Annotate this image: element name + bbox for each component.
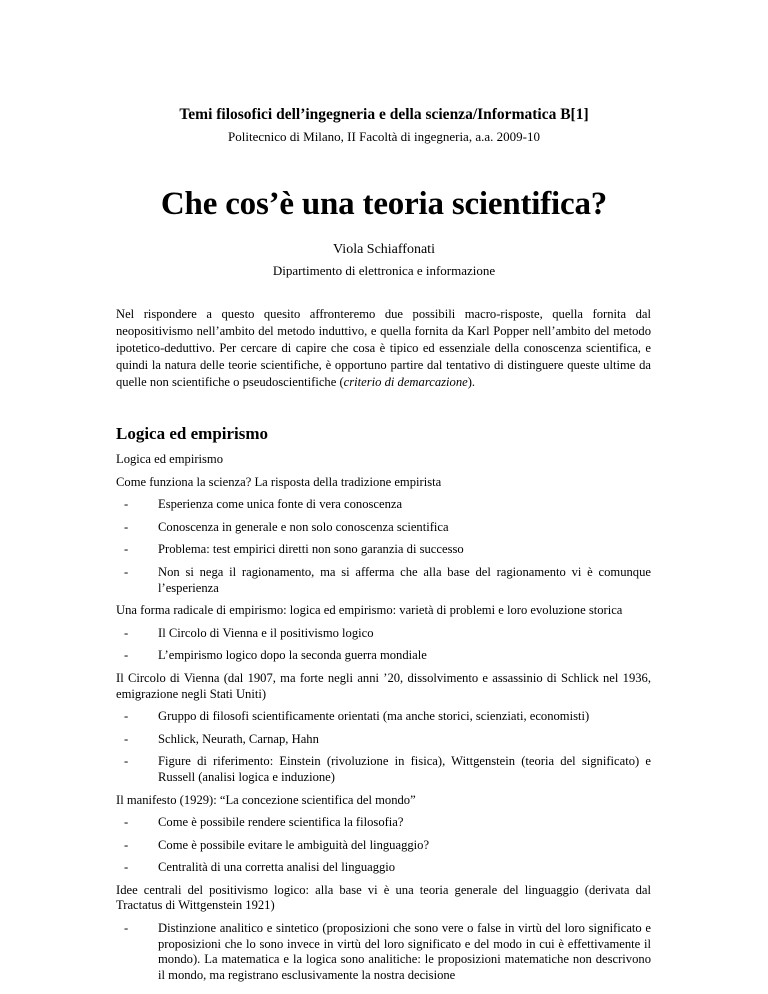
paragraph [116,883,651,914]
bullet-dash: - [124,754,129,769]
list-item [116,709,651,725]
paragraph [116,793,651,809]
list-item-text: Centralità di una corretta analisi del linguaggio [158,860,396,875]
list-item-text: Il Circolo di Vienna e il positivismo logico [158,625,374,640]
paragraph-text: Logica ed empirismo [116,452,224,466]
list-item [116,732,651,748]
paragraph [116,475,651,491]
paragraph [116,452,651,468]
paragraph-text: Una forma radicale di empirismo: logica ed empirismo: varietà di problemi e loro evoluzione storica [116,603,623,618]
list-item [116,565,651,596]
list-item [116,815,651,831]
section-body [116,452,651,990]
list-item-text: Come è possibile evitare le ambiguità del linguaggio? [158,837,430,852]
bullet-dash: - [124,837,129,852]
bullet-dash: - [124,921,129,936]
list-item [116,838,651,854]
list-item-text: L’empirismo logico dopo la seconda guerra mondiale [158,648,427,663]
department-name: Dipartimento di elettronica e informazione [272,263,496,278]
section-heading: Logica ed empirismo [116,424,269,443]
list-item-text: Esperienza come unica fonte di vera conoscenza [158,497,403,512]
course-title: Temi filosofici dell’ingegneria e della scienza/Informatica B[1] [179,106,589,123]
bullet-dash: - [124,564,129,579]
paragraph-text: Idee centrali del positivismo logico: alla base vi è una teoria generale del linguaggio (derivata dal Tractatus di Wittgenstein 1921) [116,882,651,913]
paragraph [116,671,651,702]
paragraph [116,603,651,619]
list-item-text: Come è possibile rendere scientifica la filosofia? [158,815,404,830]
bullet-dash: - [124,860,129,875]
bullet-dash: - [124,731,129,746]
abstract-text: Nel rispondere a questo quesito affronteremo due possibili macro-risposte, quella fornita dal neopositivismo nell’ambito del metodo induttivo, e quella fornita da Karl Popper nell’ambito del metodo ipotetico-deduttivo. Per cercare di capire che cosa è tipico ed essenziale della conoscenza scientifica, e quindi la natura delle teorie scientifiche, è opportuno partire dal tentativo di distinguere queste ultime da quelle non scientifiche o pseudoscientifiche ( [116,307,651,389]
abstract-emphasis: criterio di demarcazione [343,375,468,389]
abstract-paragraph [116,306,651,391]
list-item-text: Figure di riferimento: Einstein (rivoluzione in fisica), Wittgenstein (teoria del significato) e Russell (analisi logica e induzione) [158,754,651,784]
list-item-text: Problema: test empirici diretti non sono garanzia di successo [158,542,464,557]
author-name: Viola Schiaffonati [333,242,435,257]
bullet-dash: - [124,648,129,663]
bullet-dash: - [124,519,129,534]
bullet-dash: - [124,542,129,557]
list-item-text: Schlick, Neurath, Carnap, Hahn [158,731,319,746]
list-item-text: Distinzione analitico e sintetico (proposizioni che sono vere o false in virtù del loro significato e proposizioni che lo sono invece in virtù del loro significato e del modo in cui è effettivamente il mondo). La matematica e la logica sono analitiche: le proposizioni matematiche non descrivono il mondo, ma registrano esclusivamente la nostra decisione [158,921,651,982]
bullet-dash: - [124,815,129,830]
list-item [116,860,651,876]
bullet-dash: - [124,497,129,512]
bullet-dash: - [124,709,129,724]
list-item [116,520,651,536]
page-title: Che cos’è una teoria scientifica? [160,186,608,222]
list-item-text: Non si nega il ragionamento, ma si afferma che alla base del ragionamento vi è comunque l’esperienza [158,564,651,595]
institution-line: Politecnico di Milano, II Facoltà di ingegneria, a.a. 2009-10 [228,129,540,144]
paragraph-text: Il Circolo di Vienna (dal 1907, ma forte negli anni ’20, dissolvimento e assassinio di Schlick nel 1936, emigrazione negli Stati Uniti) [116,670,651,701]
list-item [116,921,651,983]
list-item-text: Gruppo di filosofi scientificamente orientati (ma anche storici, scienziati, economisti) [158,709,590,724]
abstract-end: ). [467,375,476,389]
list-item [116,626,651,642]
paragraph-text: Come funziona la scienza? La risposta della tradizione empirista [116,474,442,489]
list-item-text: Conoscenza in generale e non solo conoscenza scientifica [158,519,449,534]
list-item [116,497,651,513]
list-item [116,648,651,664]
paragraph-text: Il manifesto (1929): “La concezione scientifica del mondo” [116,792,416,807]
list-item [116,754,651,785]
bullet-dash: - [124,625,129,640]
list-item [116,542,651,558]
